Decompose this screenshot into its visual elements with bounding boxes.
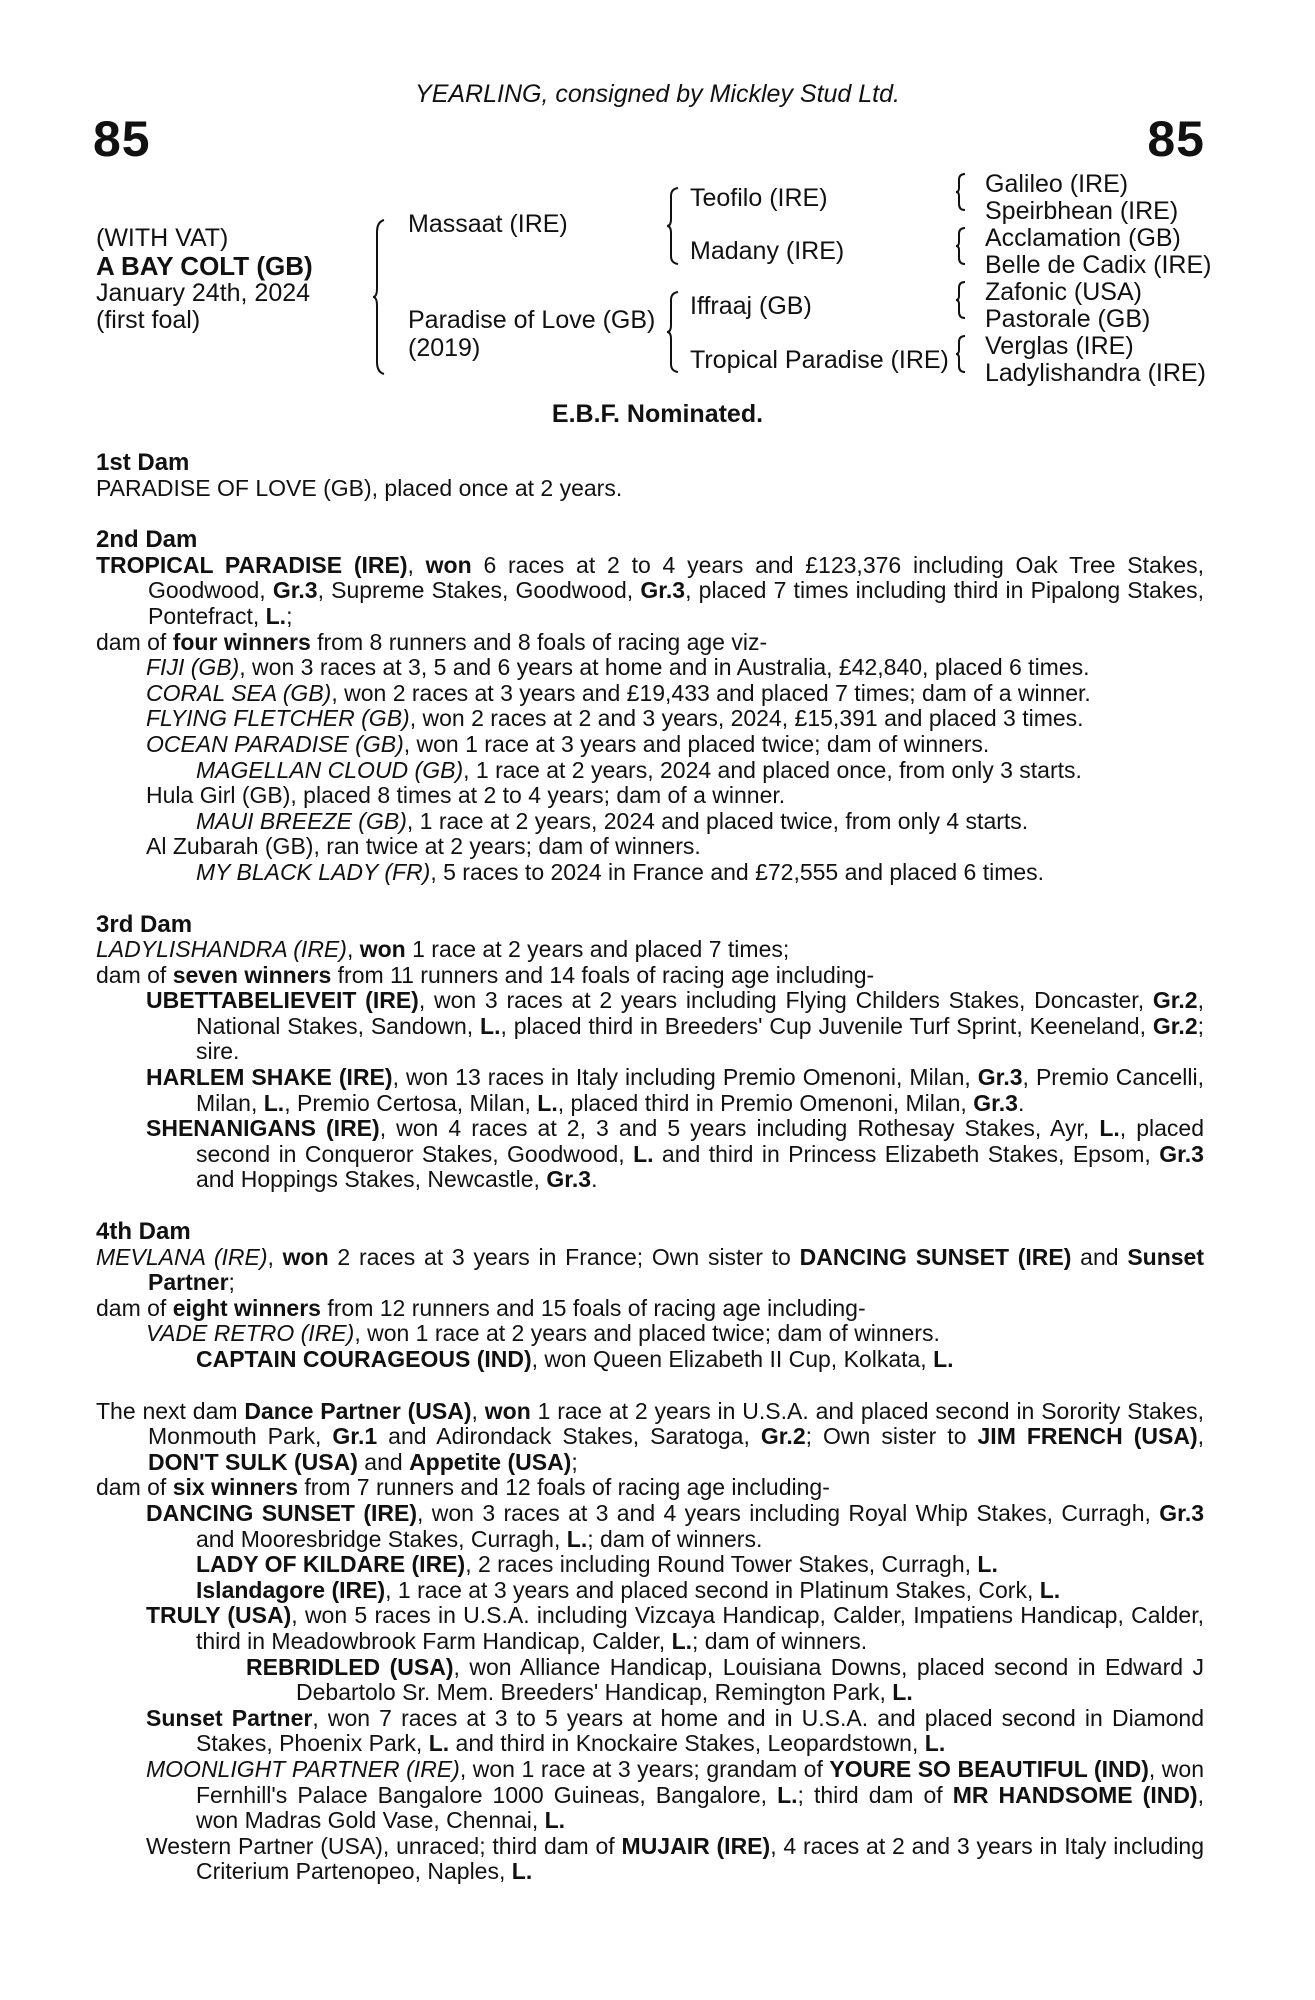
listed-label: L. bbox=[511, 1858, 533, 1885]
produce-entry bbox=[96, 1603, 1204, 1654]
text: ; bbox=[286, 602, 293, 629]
text: , won Fernhill's Palace Bangalore 1000 Guineas, Bangalore, bbox=[196, 1755, 1204, 1808]
text: , 1 race at 3 years and placed second in Platinum Stakes, Cork, bbox=[385, 1576, 1040, 1603]
text: ; third dam of bbox=[797, 1781, 953, 1808]
horse-name: FLYING FLETCHER (GB) bbox=[146, 705, 410, 732]
text: , 2 races including Round Tower Stakes, Curragh, bbox=[465, 1551, 978, 1578]
produce-entry bbox=[96, 860, 1204, 886]
text: , placed third in Premio Omenoni, Milan, bbox=[557, 1089, 974, 1116]
colt-note: (first foal) bbox=[96, 306, 201, 334]
colt-name: A BAY COLT (GB) bbox=[96, 251, 313, 281]
won-label: won bbox=[484, 1397, 531, 1424]
text: ; sire. bbox=[196, 1012, 1205, 1065]
produce-entry bbox=[96, 988, 1204, 1065]
text: dam of bbox=[96, 961, 173, 988]
text: and Adirondack Stakes, Saratoga, bbox=[377, 1423, 761, 1450]
gen3-4: Belle de Cadix (IRE) bbox=[985, 251, 1212, 279]
text: and third in Princess Elizabeth Stakes, Epsom, bbox=[653, 1140, 1160, 1167]
catalogue-body bbox=[96, 450, 1204, 1885]
listed-label: L. bbox=[544, 1807, 566, 1834]
produce-entry: Al Zubarah (GB), ran twice at 2 years; dam of winners. bbox=[146, 833, 701, 860]
text: , 1 race at 2 years, 2024 and placed twice, from only 4 starts. bbox=[406, 807, 1029, 834]
text: , won Madras Gold Vase, Chennai, bbox=[196, 1781, 1204, 1834]
horse-name: YOURE SO BEAUTIFUL (IND) bbox=[829, 1755, 1149, 1782]
horse-name: MOONLIGHT PARTNER (IRE) bbox=[146, 1755, 460, 1782]
dam4-record: MEVLANA (IRE), won 2 races at 3 years in France; Own sister to DANCING SUNSET (IRE) and Sunset Partner; bbox=[96, 1243, 1205, 1296]
produce-entry bbox=[96, 1706, 1204, 1757]
winners-count: eight winners bbox=[172, 1294, 321, 1321]
grade-label: Gr.3 bbox=[977, 1064, 1023, 1091]
grade-label: Gr.2 bbox=[1152, 987, 1198, 1014]
produce-entry bbox=[96, 1116, 1204, 1193]
text: , won Alliance Handicap, Louisiana Downs, placed second in Edward J Debartolo Sr. Mem. Breeders' Handicap, Remington Park, bbox=[296, 1653, 1204, 1706]
text: from 7 runners and 12 foals of racing age including- bbox=[298, 1474, 830, 1501]
listed-label: L. bbox=[671, 1627, 693, 1654]
next-dam-record: The next dam Dance Partner (USA), won 1 race at 2 years in U.S.A. and placed second in Sorority Stakes, Monmouth Park, Gr.1 and Adirondack Stakes, Saratoga, Gr.2; Own sister to JIM FRENCH (USA), DON'T SULK (USA) and Appetite (USA); bbox=[96, 1397, 1204, 1475]
pedigree-bracket-3d bbox=[955, 334, 967, 374]
produce-entry bbox=[96, 1655, 1204, 1706]
vat-note: (WITH VAT) bbox=[96, 224, 229, 252]
horse-name: MR HANDSOME (IND) bbox=[952, 1781, 1198, 1808]
dam3-record: LADYLISHANDRA (IRE), won 1 race at 2 years and placed 7 times; bbox=[96, 936, 790, 963]
text: The next dam bbox=[96, 1397, 245, 1424]
listed-label: L. bbox=[480, 1012, 501, 1039]
dam3-heading: 3rd Dam bbox=[96, 910, 193, 938]
listed-label: L. bbox=[777, 1781, 798, 1808]
ebf-nominated: E.B.F. Nominated. bbox=[551, 400, 764, 428]
text: 1 race at 2 years and placed 7 times; bbox=[405, 936, 790, 963]
listed-label: L. bbox=[633, 1140, 654, 1167]
consignment-line: YEARLING, consigned by Mickley Stud Ltd. bbox=[415, 80, 900, 108]
produce-entry bbox=[96, 1757, 1204, 1834]
produce-entry bbox=[96, 809, 1204, 835]
text: 1 race at 2 years in U.S.A. and placed second in Sorority Stakes, Monmouth Park, bbox=[148, 1397, 1204, 1450]
dam-year: (2019) bbox=[408, 334, 481, 362]
text: , placed third in Breeders' Cup Juvenile Turf Sprint, Keeneland, bbox=[500, 1012, 1153, 1039]
horse-name: Appetite (USA) bbox=[409, 1448, 572, 1475]
horse-name: JIM FRENCH (USA) bbox=[977, 1423, 1198, 1450]
grade-label: Gr.1 bbox=[332, 1423, 378, 1450]
grade-label: Gr.3 bbox=[973, 1089, 1018, 1116]
winners-count: seven winners bbox=[172, 961, 332, 988]
horse-name: HARLEM SHAKE (IRE) bbox=[146, 1064, 393, 1091]
text: , Premio Cancelli, Milan, bbox=[196, 1064, 1204, 1116]
winners-count: four winners bbox=[172, 628, 311, 655]
horse-name: OCEAN PARADISE (GB) bbox=[146, 730, 404, 757]
gen2-2: Madany (IRE) bbox=[690, 237, 845, 265]
produce-entry bbox=[96, 732, 1204, 758]
text: dam of bbox=[96, 1474, 173, 1501]
text: , National Stakes, Sandown, bbox=[196, 987, 1204, 1039]
gen3-7: Verglas (IRE) bbox=[985, 332, 1134, 360]
produce-entry bbox=[96, 655, 1204, 681]
text: , won 2 races at 3 years and £19,433 and placed 7 times; dam of a winner. bbox=[331, 679, 1091, 706]
gen2-4: Tropical Paradise (IRE) bbox=[690, 346, 949, 374]
gen2-1: Teofilo (IRE) bbox=[690, 184, 828, 212]
text: ; bbox=[571, 1448, 578, 1475]
horse-name: DON'T SULK (USA) bbox=[148, 1448, 358, 1475]
text: , won 4 races at 2, 3 and 5 years including Rothesay Stakes, Ayr, bbox=[379, 1115, 1100, 1142]
produce-entry: Hula Girl (GB), placed 8 times at 2 to 4 years; dam of a winner. bbox=[146, 782, 786, 809]
grade-label: Gr.2 bbox=[760, 1423, 806, 1450]
horse-name: VADE RETRO (IRE) bbox=[146, 1320, 355, 1347]
horse-name: MUJAIR (IRE) bbox=[621, 1832, 771, 1859]
text: from 11 runners and 14 foals of racing age including- bbox=[331, 961, 875, 988]
horse-name: CORAL SEA (GB) bbox=[146, 679, 332, 706]
text: from 12 runners and 15 foals of racing age including- bbox=[320, 1294, 866, 1321]
text: , won 1 race at 3 years; grandam of bbox=[459, 1755, 830, 1782]
won-label: won bbox=[425, 551, 472, 578]
text: and bbox=[1071, 1243, 1128, 1270]
gen3-2: Speirbhean (IRE) bbox=[985, 197, 1179, 225]
produce-entry bbox=[96, 1552, 1204, 1578]
text: and Mooresbridge Stakes, Curragh, bbox=[196, 1525, 567, 1552]
dam4-name: MEVLANA (IRE) bbox=[96, 1243, 268, 1270]
text: , won 3 races at 3, 5 and 6 years at home and in Australia, £42,840, placed 6 times. bbox=[239, 654, 1090, 681]
listed-label: L. bbox=[566, 1525, 588, 1552]
pedigree-bracket-1 bbox=[372, 218, 386, 376]
text: , bbox=[1197, 1423, 1204, 1450]
pedigree-bracket-3c bbox=[955, 280, 967, 320]
gen3-6: Pastorale (GB) bbox=[985, 305, 1151, 333]
grade-label: Gr.3 bbox=[546, 1166, 592, 1193]
text: 2 races at 3 years in France; Own sister to bbox=[328, 1243, 800, 1270]
produce-entry bbox=[96, 1501, 1204, 1552]
text: , won 1 race at 2 years and placed twice; dam of winners. bbox=[354, 1320, 940, 1347]
produce-entry bbox=[96, 681, 1204, 707]
dam2-produce-summary bbox=[96, 630, 1204, 656]
text: , placed second in Conqueror Stakes, Goodwood, bbox=[196, 1115, 1204, 1167]
produce-entry bbox=[96, 706, 1204, 732]
text: dam of bbox=[96, 1294, 173, 1321]
produce-entry bbox=[96, 1347, 1204, 1373]
grade-label: Gr.3 bbox=[640, 577, 686, 604]
gen3-8: Ladylishandra (IRE) bbox=[985, 359, 1206, 387]
horse-name: REBRIDLED (USA) bbox=[246, 1653, 454, 1680]
grade-label: Gr.3 bbox=[272, 577, 318, 604]
listed-label: L. bbox=[933, 1346, 954, 1372]
grade-label: Gr.2 bbox=[1152, 1012, 1198, 1039]
horse-name: CAPTAIN COURAGEOUS (IND) bbox=[196, 1346, 532, 1372]
horse-name: DANCING SUNSET (IRE) bbox=[799, 1243, 1072, 1270]
gen3-1: Galileo (IRE) bbox=[985, 170, 1129, 198]
winners-count: six winners bbox=[172, 1474, 298, 1501]
colt-dob: January 24th, 2024 bbox=[96, 279, 311, 307]
horse-name: FIJI (GB) bbox=[146, 654, 240, 681]
pedigree-bracket-3b bbox=[955, 226, 967, 266]
dam1-heading: 1st Dam bbox=[96, 449, 190, 476]
text: , 5 races to 2024 in France and £72,555 and placed 6 times. bbox=[430, 858, 1045, 885]
listed-label: L. bbox=[537, 1089, 558, 1116]
gen3-5: Zafonic (USA) bbox=[985, 278, 1142, 306]
listed-label: L. bbox=[428, 1730, 450, 1757]
lot-number-right: 85 bbox=[1147, 111, 1205, 167]
next-dam-produce-summary bbox=[96, 1475, 1204, 1501]
text: , 1 race at 2 years, 2024 and placed once, from only 3 starts. bbox=[463, 756, 1082, 783]
gen2-3: Iffraaj (GB) bbox=[690, 292, 812, 320]
text: , won 3 races at 3 and 4 years including Royal Whip Stakes, Curragh, bbox=[417, 1499, 1160, 1526]
text: , Supreme Stakes, Goodwood, bbox=[317, 577, 641, 604]
text: , 4 races at 2 and 3 years in Italy including Criterium Partenopeo, Naples, bbox=[196, 1832, 1205, 1885]
horse-name: Islandagore (IRE) bbox=[196, 1576, 386, 1603]
horse-name: LADY OF KILDARE (IRE) bbox=[196, 1551, 466, 1578]
listed-label: L. bbox=[977, 1551, 998, 1578]
text: ; dam of winners. bbox=[587, 1525, 763, 1552]
horse-name: Sunset Partner bbox=[148, 1243, 1205, 1296]
pedigree-bracket-2b bbox=[666, 290, 680, 374]
grade-label: Gr.3 bbox=[1159, 1140, 1204, 1167]
text: . bbox=[1017, 1089, 1025, 1116]
horse-name: MAUI BREEZE (GB) bbox=[196, 807, 407, 834]
dam-name: Paradise of Love (GB) bbox=[408, 306, 656, 334]
horse-name: SHENANIGANS (IRE) bbox=[146, 1115, 380, 1142]
text: , won 1 race at 3 years and placed twice; dam of winners. bbox=[403, 730, 990, 757]
horse-name: UBETTABELIEVEIT (IRE) bbox=[146, 987, 419, 1014]
listed-label: L. bbox=[1039, 1576, 1061, 1603]
gen3-3: Acclamation (GB) bbox=[985, 224, 1181, 252]
text: ; Own sister to bbox=[805, 1423, 978, 1450]
text: and third in Knockaire Stakes, Leopardstown, bbox=[449, 1730, 925, 1757]
text: , won 13 races in Italy including Premio Omenoni, Milan, bbox=[392, 1064, 978, 1091]
dam3-name: LADYLISHANDRA (IRE) bbox=[96, 936, 347, 963]
text: and bbox=[357, 1448, 410, 1475]
dam2-heading: 2nd Dam bbox=[96, 526, 198, 554]
dam3-produce-summary bbox=[96, 963, 1204, 989]
listed-label: L. bbox=[265, 602, 287, 629]
next-dam-name: Dance Partner (USA) bbox=[244, 1397, 472, 1424]
horse-name: Sunset Partner bbox=[146, 1704, 313, 1731]
text: , won 7 races at 3 to 5 years at home and in U.S.A. and placed second in Diamond Stakes, Phoenix Park, bbox=[196, 1704, 1205, 1757]
dam1-text: PARADISE OF LOVE (GB), placed once at 2 years. bbox=[96, 474, 623, 501]
pedigree-bracket-3a bbox=[955, 172, 967, 212]
lot-number-left: 85 bbox=[93, 111, 151, 167]
text: , won 2 races at 2 and 3 years, 2024, £15,391 and placed 3 times. bbox=[409, 705, 1084, 732]
produce-entry bbox=[96, 1578, 1204, 1604]
produce-entry bbox=[96, 1065, 1204, 1116]
text: , won Queen Elizabeth II Cup, Kolkata, bbox=[531, 1346, 934, 1372]
won-label: won bbox=[282, 1243, 329, 1270]
dam4-produce-summary bbox=[96, 1296, 1204, 1322]
horse-name: TRULY (USA) bbox=[146, 1602, 292, 1629]
text: . bbox=[591, 1166, 598, 1193]
text: , Premio Certosa, Milan, bbox=[284, 1089, 538, 1116]
listed-label: L. bbox=[892, 1679, 913, 1706]
listed-label: L. bbox=[924, 1730, 946, 1757]
sire-name: Massaat (IRE) bbox=[408, 210, 568, 238]
text: , won 5 races in U.S.A. including Vizcaya Handicap, Calder, Impatiens Handicap, Calder, third in Meadowbrook Farm Handicap, Calder, bbox=[196, 1602, 1204, 1654]
text: Western Partner (USA), unraced; third dam of bbox=[146, 1832, 622, 1859]
produce-entry bbox=[96, 1321, 1204, 1347]
pedigree-bracket-2a bbox=[666, 186, 680, 266]
listed-label: L. bbox=[263, 1089, 285, 1116]
dam2-record: TROPICAL PARADISE (IRE), won 6 races at 2 to 4 years and £123,376 including Oak Tree Stakes, Goodwood, Gr.3, Supreme Stakes, Goodwood, Gr.3, placed 7 times including third in Pipalong Stakes, Pontefract, L.; bbox=[96, 551, 1205, 629]
dam4-heading: 4th Dam bbox=[96, 1218, 191, 1246]
listed-label: L. bbox=[1099, 1115, 1120, 1142]
text: , won 3 races at 2 years including Flying Childers Stakes, Doncaster, bbox=[418, 987, 1153, 1014]
produce-entry bbox=[96, 758, 1204, 784]
horse-name: MY BLACK LADY (FR) bbox=[196, 858, 431, 885]
dam2-name: TROPICAL PARADISE (IRE) bbox=[96, 551, 408, 578]
text: 6 races at 2 to 4 years and £123,376 including Oak Tree Stakes, Goodwood, bbox=[148, 551, 1205, 604]
grade-label: Gr.3 bbox=[1159, 1499, 1205, 1526]
text: dam of bbox=[96, 628, 173, 655]
text: from 8 runners and 8 foals of racing age viz- bbox=[310, 628, 768, 655]
text: ; bbox=[228, 1269, 235, 1296]
horse-name: MAGELLAN CLOUD (GB) bbox=[196, 756, 464, 783]
won-label: won bbox=[359, 936, 406, 963]
text: and Hoppings Stakes, Newcastle, bbox=[196, 1166, 547, 1193]
text: , placed 7 times including third in Pipalong Stakes, Pontefract, bbox=[148, 577, 1205, 629]
text: ; dam of winners. bbox=[692, 1627, 868, 1654]
produce-entry bbox=[96, 1834, 1204, 1885]
horse-name: DANCING SUNSET (IRE) bbox=[146, 1499, 418, 1526]
